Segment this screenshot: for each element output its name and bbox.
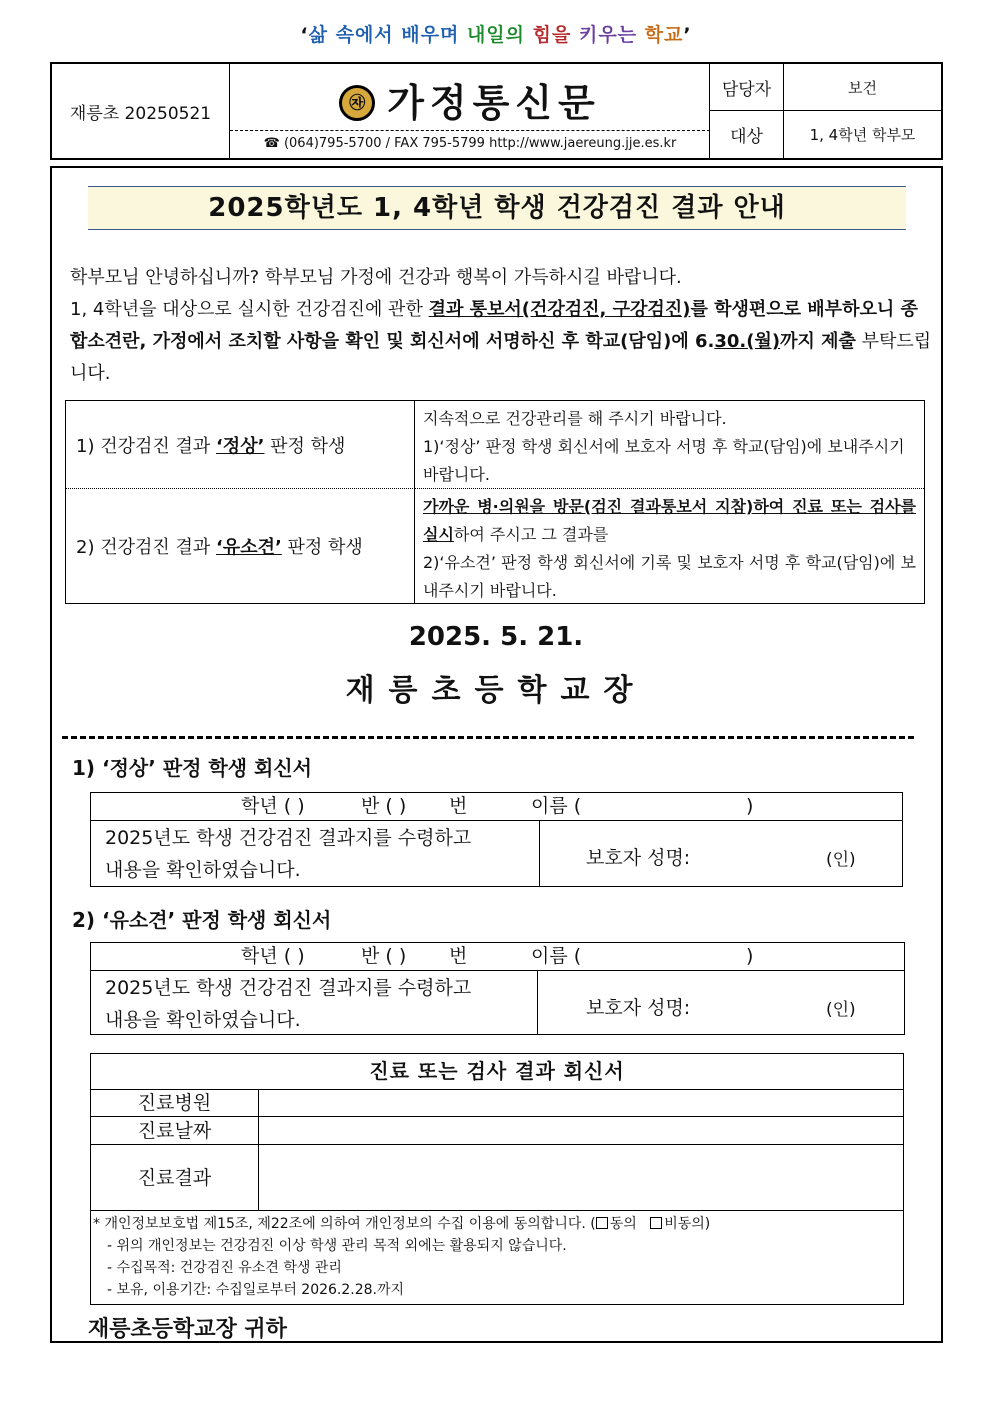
intro-text	[60, 262, 934, 390]
school-code: 재릉초 20250521	[52, 64, 230, 158]
privacy-consent	[93, 1213, 903, 1301]
guidance-desc-line: 하여 주시고 그 결과를	[453, 525, 609, 544]
header-info-table	[710, 64, 941, 158]
slogan-part: 삶 속에서 배우며	[308, 24, 467, 46]
disagree-label: 비동의	[664, 1216, 705, 1232]
consent-detail: - 보유, 이용기간: 수집일로부터 2026.2.28.까지	[107, 1282, 405, 1298]
guardian-signature-field[interactable]: 보호자 성명:	[586, 847, 691, 869]
confirmation-line: 2025년도 학생 건강검진 결과지를 수령하고	[105, 977, 472, 999]
intro-body	[60, 294, 934, 390]
student-info-row	[91, 943, 904, 971]
guidance-label-text: 판정 학생	[281, 537, 363, 558]
reply-abnormal-form	[90, 942, 905, 1035]
medical-result-title: 진료 또는 검사 결과 회신서	[91, 1054, 903, 1090]
slogan-part: 힘을	[532, 24, 579, 46]
slogan-part: 키우는	[578, 24, 645, 46]
contact-info: ☎ (064)795-5700 / FAX 795-5799 http://www.jaereung.jje.es.kr	[263, 136, 677, 151]
newsletter-title	[230, 72, 710, 127]
agree-label: 동의	[609, 1216, 637, 1232]
guardian-signature-field[interactable]: 보호자 성명:	[586, 997, 691, 1019]
guidance-desc-emphasis: 가까운 병·의원을 방문(검진 결과통보서 지참)하여 진료 또는 검사를 실시	[423, 497, 916, 544]
name-field[interactable]: 이름 (	[531, 795, 582, 817]
hospital-field[interactable]	[259, 1089, 903, 1117]
manager-label: 담당자	[710, 64, 784, 111]
medical-result-form	[90, 1053, 904, 1305]
class-field[interactable]: 반 ( )	[361, 945, 407, 967]
guidance-abnormal-label	[66, 489, 415, 603]
consent-text: * 개인정보보호법 제15조, 제22조에 의하여 개인정보의 수집 이용에 동의합니다. (	[93, 1216, 596, 1232]
hospital-label: 진료병원	[91, 1089, 259, 1117]
guidance-table	[65, 400, 925, 604]
intro-deadline-submit: 까지 제출	[780, 331, 856, 352]
manager-value: 보건	[784, 64, 941, 111]
guidance-abnormal-desc	[415, 489, 924, 603]
seal-mark: (인)	[826, 850, 856, 870]
visit-date-label: 진료날짜	[91, 1117, 259, 1145]
intro-body-part: 부탁드립니다.	[70, 331, 932, 384]
slogan-part: ‘	[300, 24, 309, 46]
guidance-desc-line: 지속적으로 건강관리를 해 주시기 바랍니다.	[423, 409, 727, 428]
guidance-desc-line: 2)‘유소견’ 판정 학생 회신서에 기록 및 보호자 서명 후 학교(담임)에 보내주시기 바랍니다.	[423, 553, 916, 600]
intro-deadline-date: 30.(월)	[714, 331, 781, 352]
consent-detail: - 수집목적: 건강검진 유소견 학생 관리	[107, 1260, 342, 1276]
number-field[interactable]: 번	[449, 795, 468, 817]
issue-date: 2025. 5. 21.	[408, 622, 584, 652]
confirmation-text	[91, 970, 538, 1034]
result-field[interactable]	[259, 1145, 903, 1211]
student-info-row	[91, 793, 902, 821]
confirmation-text	[91, 820, 540, 886]
header-title-area	[230, 64, 710, 158]
confirmation-line: 2025년도 학생 건강검진 결과지를 수령하고	[105, 827, 472, 849]
guidance-label-text: 2) 건강검진 결과	[76, 537, 216, 558]
consent-main	[93, 1213, 903, 1235]
slogan-part: ’	[683, 24, 692, 46]
reply-normal-form	[90, 792, 903, 887]
disagree-checkbox[interactable]	[650, 1217, 662, 1229]
slogan-part: 학교	[644, 24, 684, 46]
grade-field[interactable]: 학년 ( )	[241, 945, 305, 967]
slogan-part: 내일의	[466, 24, 533, 46]
number-field[interactable]: 번	[449, 945, 468, 967]
guidance-label-text: 판정 학생	[264, 435, 346, 457]
newsletter-header	[50, 62, 943, 160]
guidance-normal-desc	[415, 401, 924, 489]
grade-field[interactable]: 학년 ( )	[241, 795, 305, 817]
guidance-desc-line: 1)‘정상’ 판정 학생 회신서에 보호자 서명 후 학교(담임)에 보내주시기 바랍니다.	[423, 437, 905, 484]
guidance-normal-label	[66, 401, 415, 489]
school-slogan	[0, 20, 992, 47]
addressee: 재릉초등학교장 귀하	[88, 1317, 287, 1342]
consent-detail: - 위의 개인정보는 건강검진 이상 학생 관리 목적 외에는 활용되지 않습니다.	[107, 1238, 567, 1254]
intro-deadline-month: 6.	[694, 331, 715, 352]
agree-checkbox[interactable]	[596, 1217, 608, 1229]
seal-mark: (인)	[826, 1000, 856, 1020]
target-label: 대상	[710, 111, 784, 158]
principal-name: 재릉초등학교장	[345, 673, 647, 708]
confirmation-line: 내용을 확인하였습니다.	[105, 1009, 301, 1031]
guidance-label-text: 1) 건강검진 결과	[76, 435, 216, 457]
guidance-label-emphasis: ‘정상’	[215, 435, 265, 457]
cut-line	[62, 736, 914, 739]
intro-body-emphasis: 결과 통보서(건강검진, 구강검진)	[428, 299, 691, 320]
confirmation-line: 내용을 확인하였습니다.	[105, 859, 301, 881]
document-title: 2025학년도 1, 4학년 학생 건강검진 결과 안내	[88, 186, 906, 230]
guidance-label-emphasis: ‘유소견’	[215, 537, 282, 558]
school-emblem-icon: ㉶	[339, 85, 375, 121]
reply-normal-title: 1) ‘정상’ 판정 학생 회신서	[72, 756, 312, 780]
name-field-close: )	[746, 945, 754, 967]
reply-abnormal-title: 2) ‘유소견’ 판정 학생 회신서	[72, 908, 332, 932]
class-field[interactable]: 반 ( )	[361, 795, 407, 817]
header-divider	[230, 130, 710, 131]
visit-date-field[interactable]	[259, 1117, 903, 1145]
intro-body-part: 를 학생편으로 배부하오니 종합소견란, 가정에서 조치할 사항을 확인 및 회신서에 서명하신 후 학교(담임)에	[70, 299, 918, 352]
newsletter-title-text: 가정통신문	[387, 80, 601, 125]
result-label: 진료결과	[91, 1145, 259, 1211]
target-value: 1, 4학년 학부모	[809, 126, 916, 144]
name-field[interactable]: 이름 (	[531, 945, 582, 967]
consent-close: )	[704, 1216, 711, 1232]
intro-greeting: 학부모님 안녕하십니까? 학부모님 가정에 건강과 행복이 가득하시길 바랍니다.	[70, 267, 682, 288]
name-field-close: )	[746, 795, 754, 817]
intro-body-part: 1, 4학년을 대상으로 실시한 건강검진에 관한	[70, 299, 429, 320]
